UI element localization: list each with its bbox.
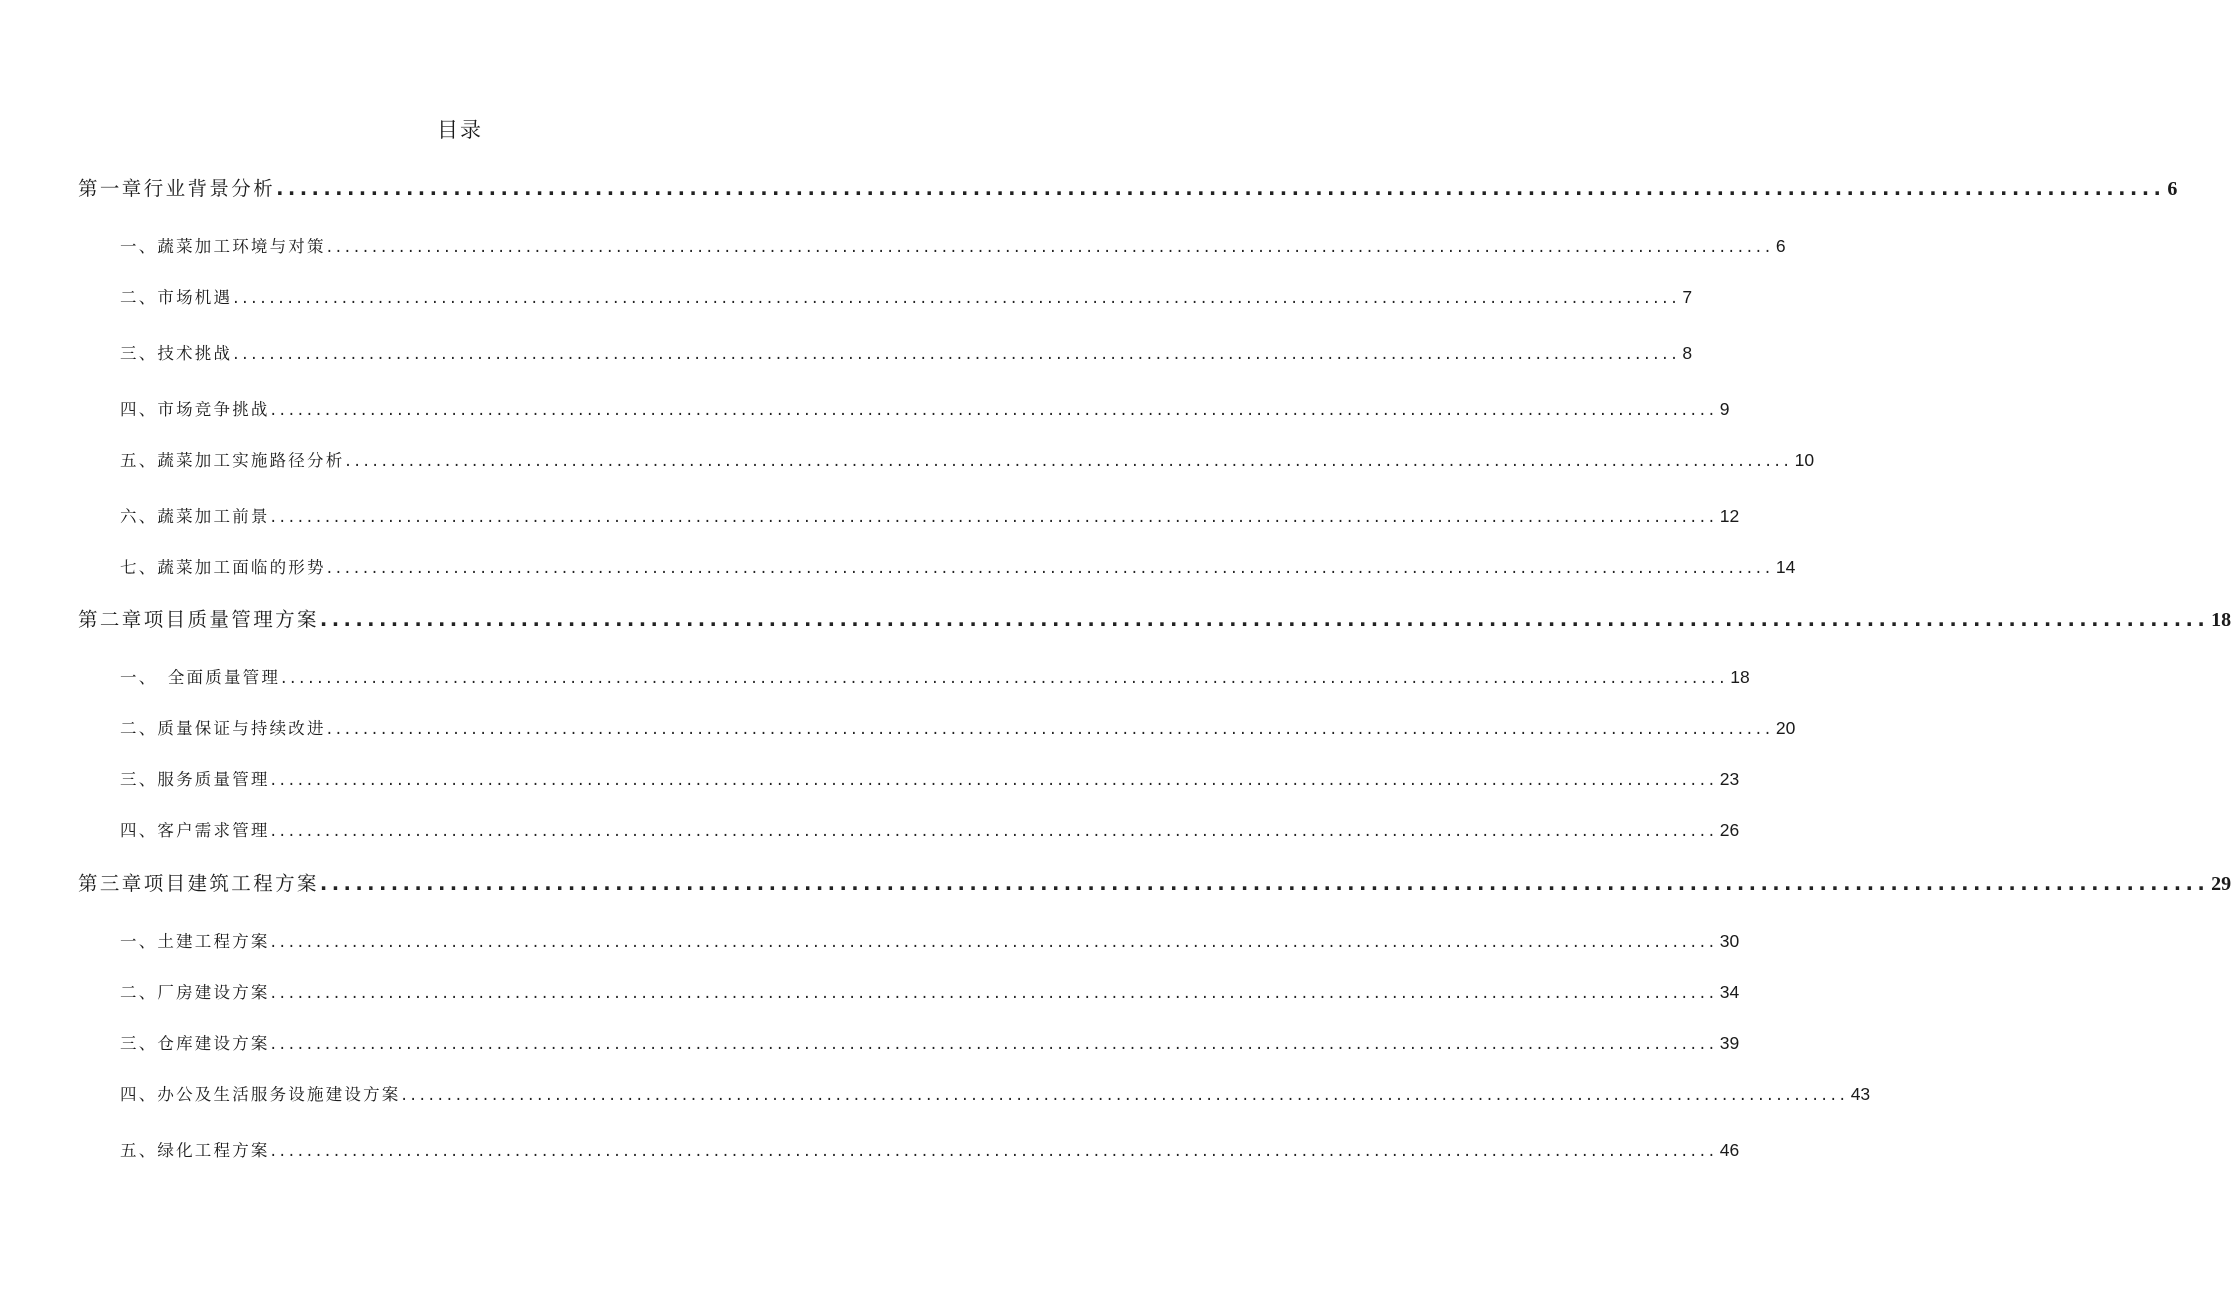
- toc-entry-label: 第三章项目建筑工程方案: [78, 872, 319, 895]
- toc-entry-label: 三、仓库建设方案: [120, 1034, 270, 1053]
- dot-leader: ................................................................................................................................................................: [270, 821, 1718, 840]
- toc-entry-label: 二、质量保证与持续改进: [120, 719, 326, 738]
- toc-entry-section[interactable]: [120, 445, 1815, 475]
- toc-entry-page: 23: [1719, 769, 1740, 789]
- dot-leader: ................................................................................................................................................................: [401, 1085, 1849, 1104]
- toc-entry-page: 29: [2211, 873, 2231, 895]
- toc-entry-page: 26: [1719, 820, 1740, 840]
- toc-entry-page: 34: [1719, 982, 1740, 1002]
- dot-leader: ................................................................................................................................................................: [326, 719, 1774, 738]
- toc-entry-section[interactable]: [120, 662, 1750, 692]
- toc-entry-page: 43: [1850, 1084, 1871, 1104]
- toc-entry-page: 12: [1719, 506, 1740, 526]
- toc-title: 目录: [437, 118, 483, 142]
- toc-entry-section[interactable]: [120, 713, 1796, 743]
- toc-entry-label: 四、客户需求管理: [120, 821, 270, 840]
- toc-entry-label: 二、厂房建设方案: [120, 983, 270, 1002]
- toc-entry-section[interactable]: [120, 231, 1786, 261]
- toc-entry-label: 第二章项目质量管理方案: [78, 608, 319, 631]
- toc-entry-page: 39: [1719, 1033, 1740, 1053]
- dot-leader: ................................................................................................................................................................: [270, 400, 1718, 419]
- toc-entry-page: 6: [2167, 178, 2178, 200]
- toc-entry-page: 7: [1682, 287, 1693, 307]
- toc-entry-section[interactable]: [120, 926, 1740, 956]
- toc-entry-section[interactable]: [120, 1079, 1871, 1109]
- toc-entry-label: 二、市场机遇: [120, 288, 233, 307]
- toc-entry-label: 五、绿化工程方案: [120, 1141, 270, 1160]
- toc-entry-page: 14: [1775, 557, 1796, 577]
- dot-leader: ................................................................................................................................................................: [319, 608, 2210, 631]
- toc-entry-label: 四、办公及生活服务设施建设方案: [120, 1085, 401, 1104]
- toc-entry-section[interactable]: [120, 338, 1693, 368]
- dot-leader: ................................................................................................................................................................: [270, 1034, 1718, 1053]
- dot-leader: ................................................................................................................................................................: [281, 668, 1729, 687]
- dot-leader: ................................................................................................................................................................: [270, 770, 1718, 789]
- toc-entry-chapter[interactable]: [78, 605, 2231, 635]
- dot-leader: ................................................................................................................................................................: [326, 237, 1774, 256]
- toc-entry-label: 三、服务质量管理: [120, 770, 270, 789]
- toc-entry-label: 七、蔬菜加工面临的形势: [120, 558, 326, 577]
- toc-entry-page: 46: [1719, 1140, 1740, 1160]
- toc-entry-chapter[interactable]: [78, 174, 2178, 204]
- toc-entry-page: 30: [1719, 931, 1740, 951]
- toc-entry-label: 一、土建工程方案: [120, 932, 270, 951]
- toc-entry-page: 18: [2211, 609, 2231, 631]
- toc-entry-chapter[interactable]: [78, 869, 2231, 899]
- dot-leader: ................................................................................................................................................................: [270, 932, 1718, 951]
- toc-entry-section[interactable]: [120, 1028, 1740, 1058]
- toc-entry-page: 6: [1775, 236, 1786, 256]
- toc-entry-section[interactable]: [120, 764, 1740, 794]
- toc-entry-label: 第一章行业背景分析: [78, 177, 276, 200]
- toc-entry-section[interactable]: [120, 815, 1740, 845]
- toc-entry-label: 一、 全面质量管理: [120, 668, 281, 687]
- toc-entry-label: 六、蔬菜加工前景: [120, 507, 270, 526]
- dot-leader: ................................................................................................................................................................: [326, 558, 1774, 577]
- dot-leader: ................................................................................................................................................................: [270, 1141, 1718, 1160]
- dot-leader: ................................................................................................................................................................: [233, 344, 1681, 363]
- dot-leader: ................................................................................................................................................................: [270, 983, 1718, 1002]
- toc-entry-page: 9: [1719, 399, 1730, 419]
- toc-entry-section[interactable]: [120, 977, 1740, 1007]
- toc-entry-label: 五、蔬菜加工实施路径分析: [120, 451, 345, 470]
- toc-entry-page: 20: [1775, 718, 1796, 738]
- toc-entry-label: 四、市场竞争挑战: [120, 400, 270, 419]
- dot-leader: ................................................................................................................................................................: [345, 451, 1793, 470]
- toc-entry-section[interactable]: [120, 552, 1796, 582]
- toc-entry-section[interactable]: [120, 501, 1740, 531]
- toc-entry-section[interactable]: [120, 394, 1730, 424]
- toc-entry-page: 18: [1730, 667, 1750, 687]
- dot-leader: ................................................................................................................................................................: [319, 872, 2210, 895]
- toc-entry-page: 10: [1794, 450, 1815, 470]
- dot-leader: ................................................................................................................................................................: [270, 507, 1718, 526]
- toc-entry-label: 三、技术挑战: [120, 344, 233, 363]
- dot-leader: ................................................................................................................................................................: [276, 177, 2166, 200]
- toc-entry-page: 8: [1682, 343, 1693, 363]
- toc-entry-section[interactable]: [120, 282, 1693, 312]
- toc-entry-label: 一、蔬菜加工环境与对策: [120, 237, 326, 256]
- toc-entry-section[interactable]: [120, 1135, 1740, 1165]
- dot-leader: ................................................................................................................................................................: [233, 288, 1681, 307]
